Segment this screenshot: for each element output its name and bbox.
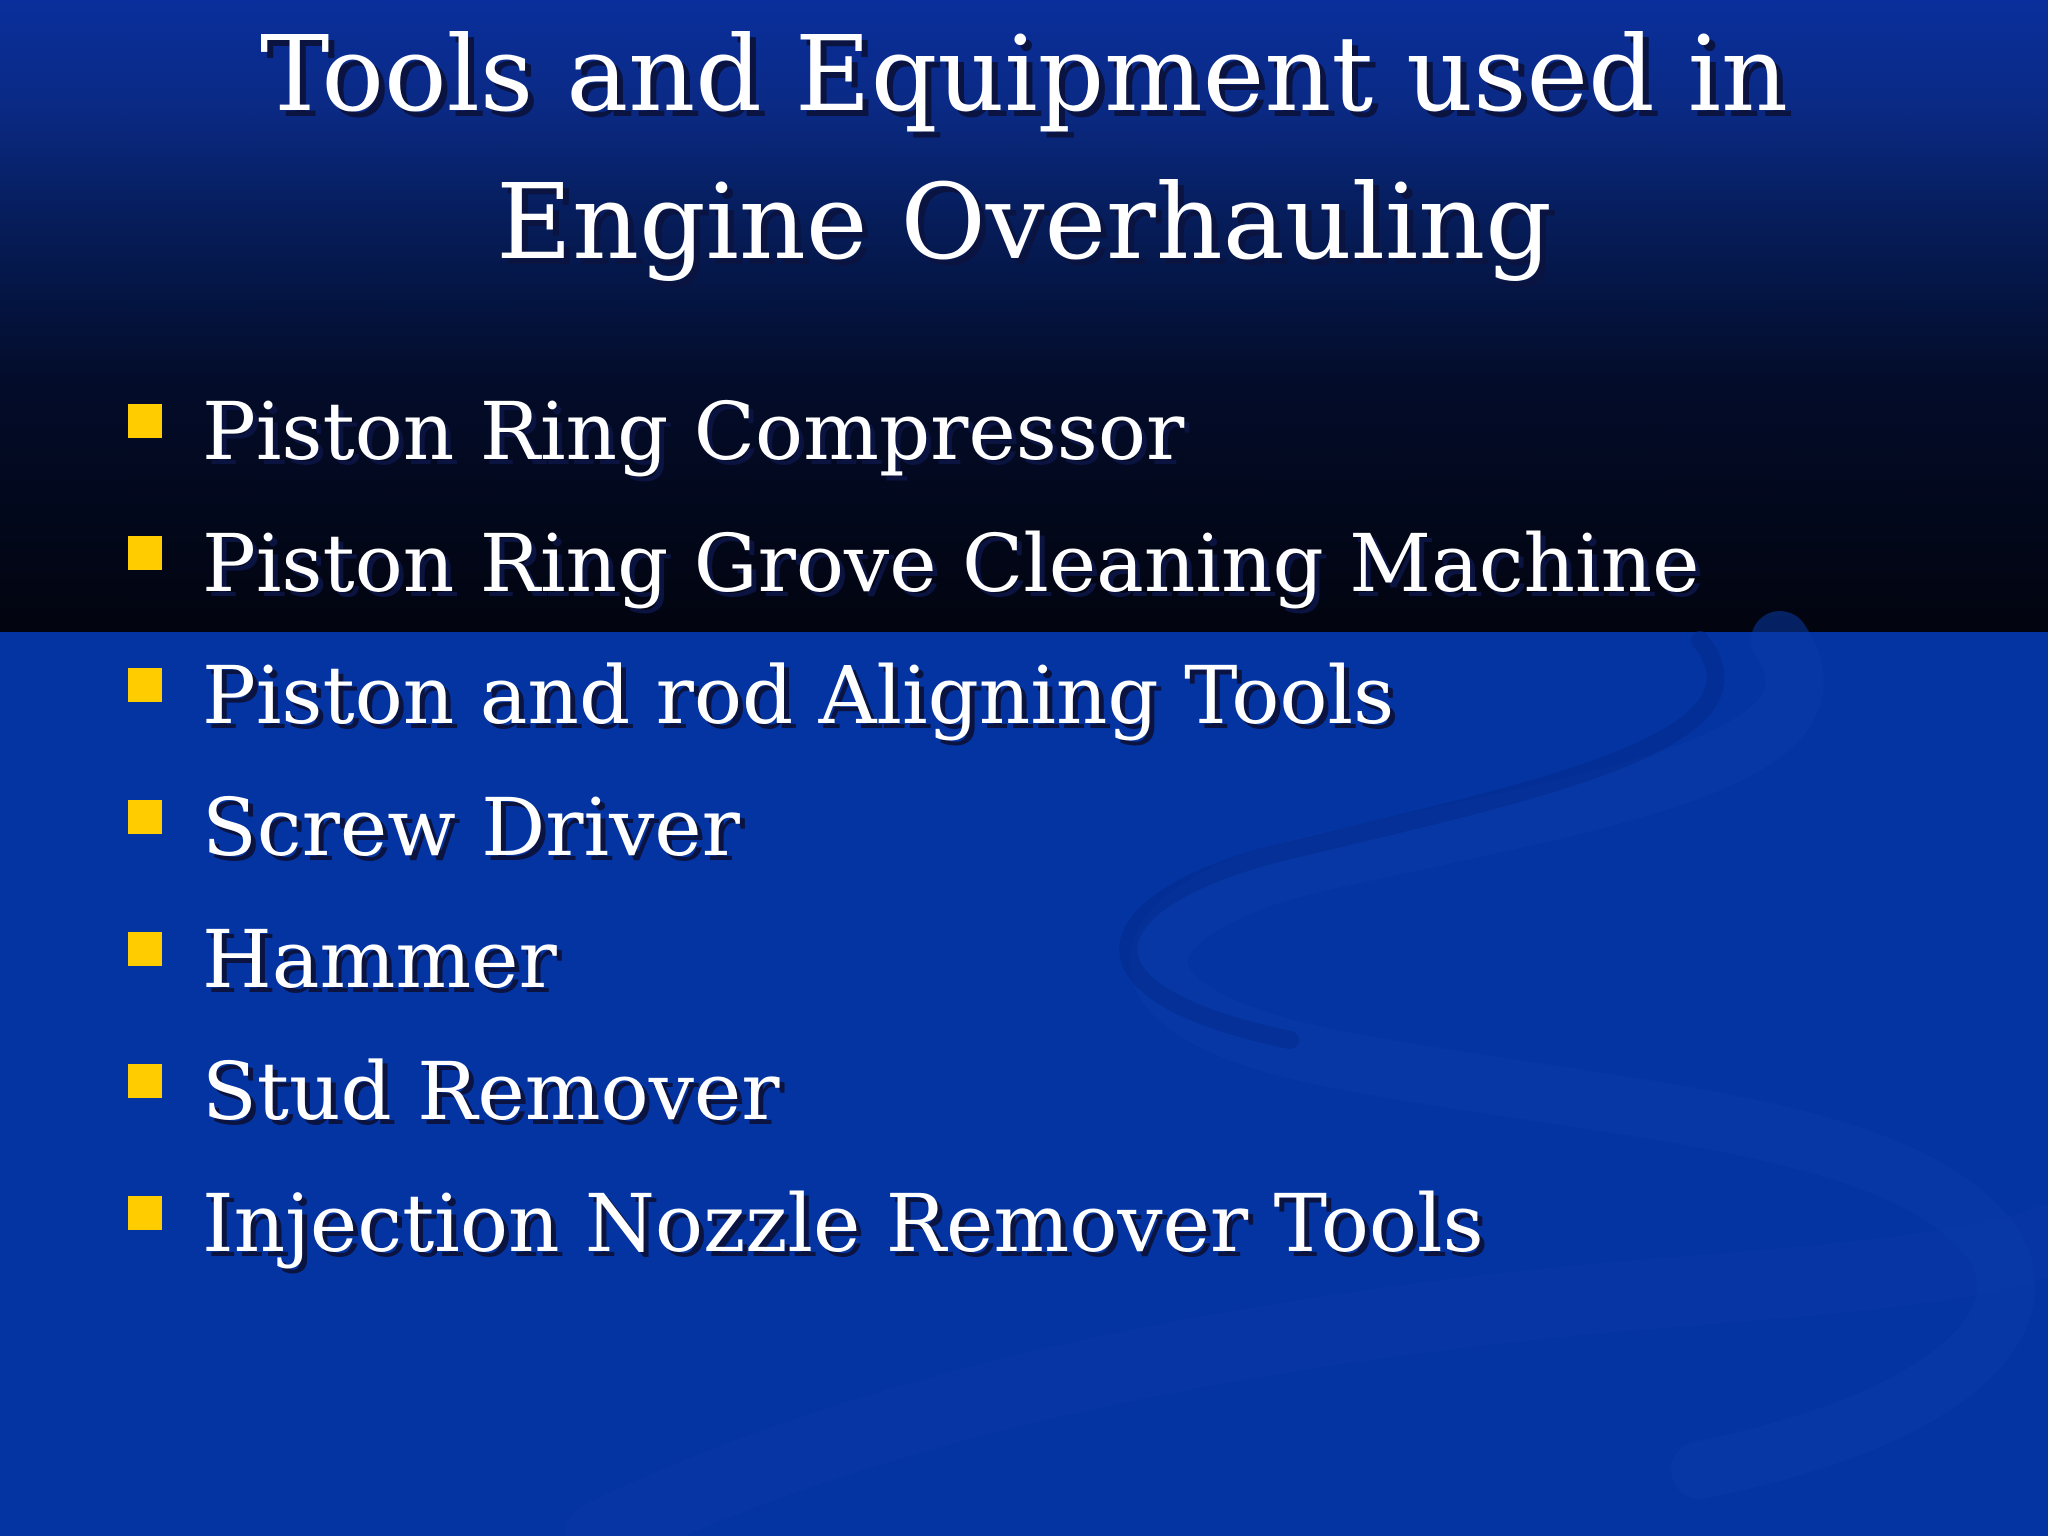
list-item-label: Piston Ring Compressor <box>202 385 1185 478</box>
list-item-label: Injection Nozzle Remover Tools <box>202 1177 1484 1270</box>
list-item-label: Piston and rod Aligning Tools <box>202 649 1395 742</box>
square-bullet-icon <box>128 668 162 702</box>
list-item-label: Hammer <box>202 913 557 1006</box>
square-bullet-icon <box>128 800 162 834</box>
square-bullet-icon <box>128 536 162 570</box>
square-bullet-icon <box>128 404 162 438</box>
square-bullet-icon <box>128 1196 162 1230</box>
square-bullet-icon <box>128 1064 162 1098</box>
list-item-label: Screw Driver <box>202 781 740 874</box>
list-item-label: Stud Remover <box>202 1045 780 1138</box>
title-line-2: Engine Overhauling <box>496 161 1552 283</box>
list-item-label: Piston Ring Grove Cleaning Machine <box>202 517 1700 610</box>
square-bullet-icon <box>128 932 162 966</box>
slide-title <box>0 0 2048 296</box>
title-line-1: Tools and Equipment used in <box>260 13 1788 135</box>
